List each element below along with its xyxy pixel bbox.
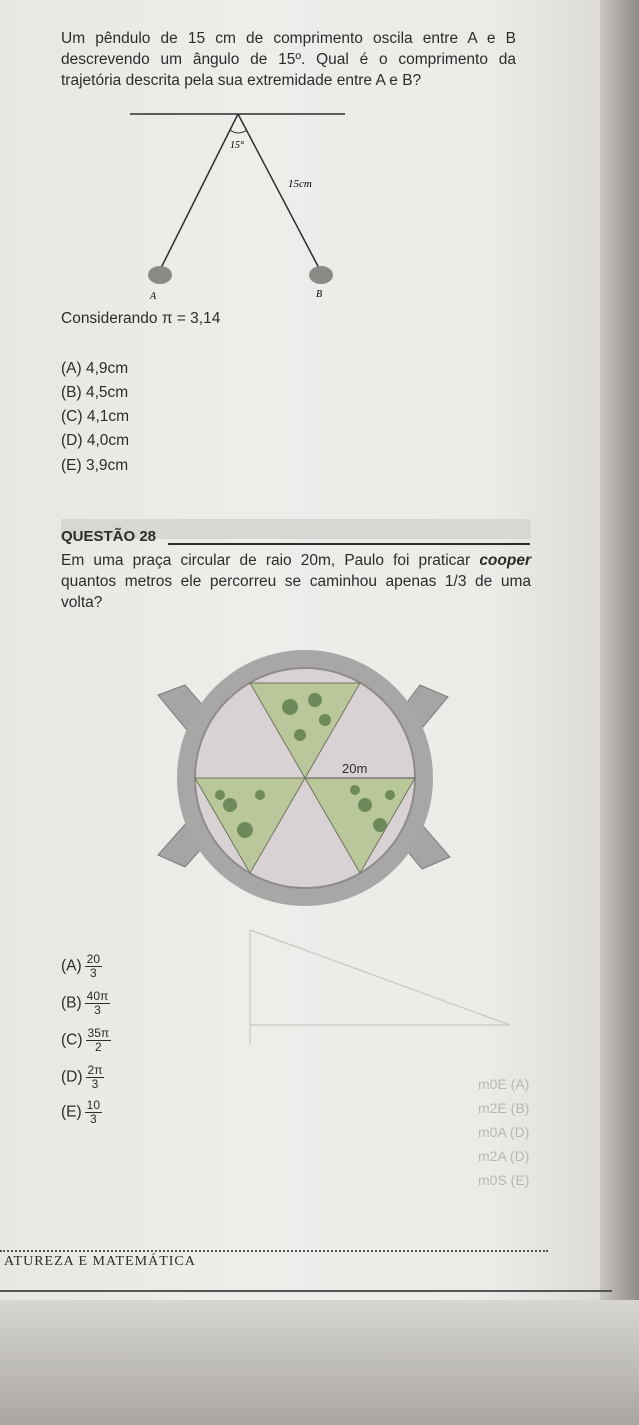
- point-b-label: B: [316, 289, 323, 300]
- pendulum-string-a: [160, 114, 238, 270]
- circular-square-figure: [150, 645, 460, 925]
- radius-label: 20m: [342, 761, 368, 776]
- page-bottom-shadow: [0, 1300, 639, 1425]
- q28-option-c[interactable]: (C) $\frac{35\pi}{2}$: [61, 1026, 110, 1054]
- q28-title: QUESTÃO 28: [61, 528, 157, 545]
- pendulum-figure: [130, 112, 360, 307]
- q28-option-b[interactable]: (B) $\frac{40\pi}{3}$: [61, 989, 109, 1017]
- q27-option-e[interactable]: (E) 3,9cm: [61, 457, 129, 474]
- bleed-through-text: m0S (E): [478, 1172, 530, 1188]
- bleed-through-drawing: [240, 930, 530, 1060]
- q28-option-d[interactable]: (D) $\frac{2\pi}{3}$: [61, 1063, 103, 1091]
- q27-option-c[interactable]: (C) 4,1cm: [61, 408, 130, 425]
- angle-arc: [230, 130, 247, 133]
- q27-option-a[interactable]: (A) 4,9cm: [61, 360, 129, 377]
- point-a-label: A: [150, 291, 157, 302]
- q28-title-rule: [168, 543, 530, 545]
- q27-option-b[interactable]: (B) 4,5cm: [61, 384, 129, 401]
- q28-option-a[interactable]: (A) $\frac{20}{3}$: [61, 952, 101, 980]
- bleed-through-text: m0A (D): [478, 1124, 530, 1140]
- footer-section-label: ATUREZA E MATEMÁTICA: [4, 1254, 196, 1269]
- page-edge-shadow: [600, 0, 639, 1425]
- q28-option-e[interactable]: (E) $\frac{10}{3}$: [61, 1098, 101, 1126]
- pi-note: Considerando π = 3,14: [61, 310, 221, 327]
- cooper-word: cooper: [479, 552, 531, 569]
- pendulum-ball-a: [148, 266, 172, 284]
- pendulum-ball-b: [309, 266, 333, 284]
- pendulum-string-b: [238, 114, 320, 270]
- footer-rule: [0, 1290, 612, 1292]
- q27-statement: Um pêndulo de 15 cm de comprimento oscila entre A e B descrevendo um ângulo de 15º. Qual é o comprimento da trajetória descrita pela sua extremidade entre A e B?: [61, 30, 516, 89]
- q27-option-d[interactable]: (D) 4,0cm: [61, 432, 130, 449]
- bleed-through-text: m0E (A): [478, 1076, 530, 1092]
- footer-dotted-rule: [0, 1250, 548, 1252]
- q28-statement: Em uma praça circular de raio 20m, Paulo foi praticar cooper quantos metros ele percorreu se caminhou apenas 1/3 de uma volta?: [61, 552, 531, 611]
- angle-label: 15°: [230, 140, 244, 151]
- length-label: 15cm: [288, 178, 312, 190]
- bleed-through-text: m2A (D): [478, 1148, 530, 1164]
- bleed-through-text: m2E (B): [478, 1100, 530, 1116]
